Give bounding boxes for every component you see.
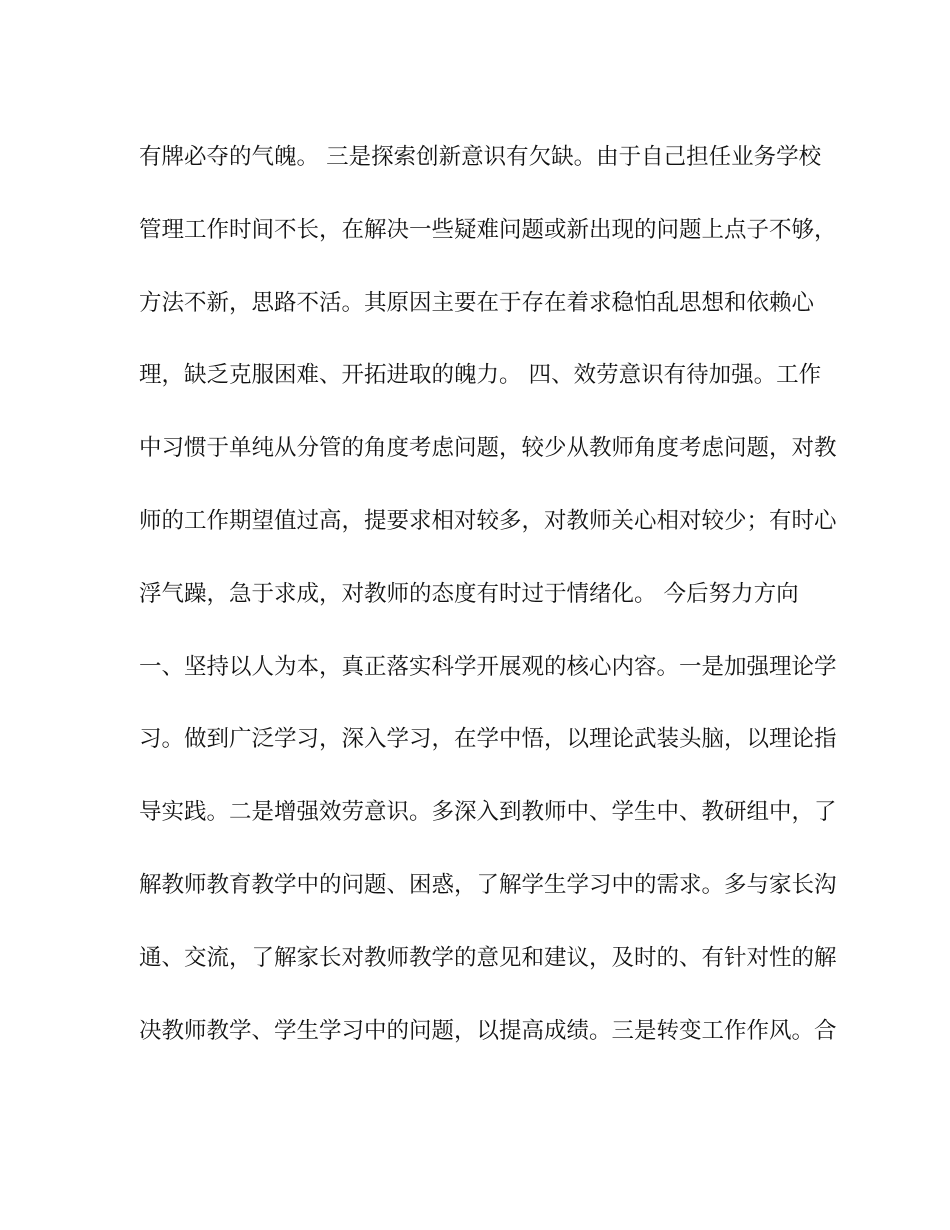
text-line-1: 有牌必夺的气魄。 三是探索创新意识有欠缺。由于自己担任业务学校 — [139, 144, 822, 170]
text-line-2: 管理工作时间不长，在解决一些疑难问题或新出现的问题上点子不够， — [139, 216, 837, 243]
body-text — [139, 135, 837, 1081]
text-line-4: 理，缺乏克服困难、开拓进取的魄力。 四、效劳意识有待加强。工作 — [139, 362, 822, 389]
text-line-11: 解教师教育教学中的问题、困惑，了解学生学习中的需求。多与家长沟 — [139, 871, 837, 898]
text-line-13: 决教师教学、学生学习中的问题，以提高成绩。三是转变工作作风。合 — [139, 1017, 837, 1044]
text-line-6: 师的工作期望值过高，提要求相对较多，对教师关心相对较少；有时心 — [139, 507, 837, 534]
text-line-5: 中习惯于单纯从分管的角度考虑问题，较少从教师角度考虑问题，对教 — [139, 435, 837, 462]
text-line-3: 方法不新，思路不活。其原因主要在于存在着求稳怕乱思想和依赖心 — [139, 289, 815, 316]
text-line-7: 浮气躁，急于求成，对教师的态度有时过于情绪化。 今后努力方向 — [139, 580, 799, 607]
text-line-12: 通、交流，了解家长对教师教学的意见和建议，及时的、有针对性的解 — [139, 944, 837, 971]
text-line-8: 一、坚持以人为本，真正落实科学开展观的核心内容。一是加强理论学 — [139, 653, 837, 680]
text-line-9: 习。做到广泛学习，深入学习，在学中悟，以理论武装头脑，以理论指 — [139, 726, 837, 753]
text-line-10: 导实践。二是增强效劳意识。多深入到教师中、学生中、教研组中，了 — [139, 799, 837, 826]
